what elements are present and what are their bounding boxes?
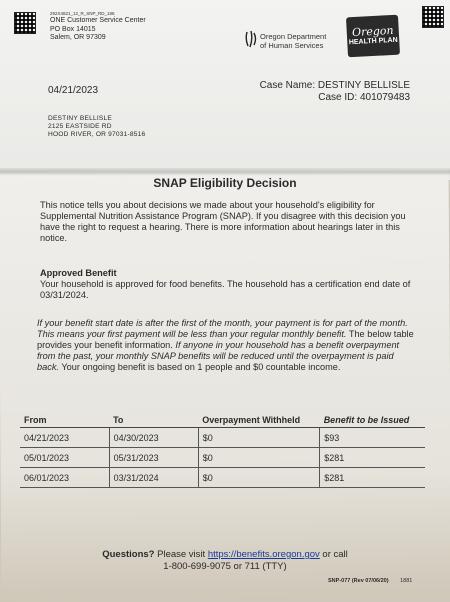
benefits-website-link[interactable]: https://benefits.oregon.gov: [207, 549, 320, 560]
notice-date: 04/21/2023: [48, 85, 99, 96]
recipient-address: DESTINY BELLISLE 2125 EASTSIDE RD HOOD RIVER, OR 97031-8516: [48, 115, 146, 138]
qr-code-icon: [422, 6, 444, 28]
paper-fold-crease: [0, 168, 450, 176]
col-from: From: [20, 413, 109, 428]
table-row: 04/21/2023 04/30/2023 $0 $93: [20, 428, 425, 448]
phone-numbers: 1-800-699-9075 or 711 (TTY): [163, 561, 287, 572]
benefit-table: [20, 413, 425, 488]
questions-label: Questions?: [102, 549, 155, 560]
col-benefit: Benefit to be Issued: [320, 413, 425, 428]
sender-address: ONE Customer Service Center PO Box 14015 Salem, OR 97309: [50, 17, 146, 41]
benefit-details-paragraph: If your benefit start date is after the first of the month, your payment is for part of the month. This means your first payment will be less than your regular monthly benefit. The below table provides your benefit information. If anyone in your household has a benefit overpayment from the past, your monthly SNAP benefits will be reduced until the overpayment is paid back. Your ongoing benefit is based on 1 people and $0 countable income.: [37, 318, 414, 372]
case-id: Case ID: 401079483: [318, 92, 410, 103]
table-row: 05/01/2023 05/31/2023 $0 $281: [20, 448, 425, 468]
questions-footer: Questions? Please visit https://benefits.oregon.gov or call 1-800-699-9075 or 711 (TTY): [0, 549, 450, 573]
table-row: 06/01/2023 03/31/2024 $0 $281: [20, 468, 425, 488]
approved-benefit-heading: Approved Benefit: [40, 268, 117, 278]
odhs-logo-icon: [244, 30, 258, 48]
notice-title: SNAP Eligibility Decision: [153, 176, 297, 190]
qr-code-icon: [14, 12, 36, 34]
odhs-name: Oregon Department of Human Services: [260, 32, 327, 50]
col-overpayment: Overpayment Withheld: [198, 413, 320, 428]
approved-benefit-text: Your household is approved for food benefits. The household has a certification end date of 03/31/2024.: [40, 279, 411, 300]
case-name: Case Name: DESTINY BELLISLE: [259, 80, 410, 91]
oregon-health-plan-logo: Oregon HEALTH PLAN: [346, 15, 400, 58]
col-to: To: [109, 413, 198, 428]
case-info: [230, 80, 410, 104]
table-header-row: [20, 413, 425, 428]
form-number: SNP-077 (Rev 07/06/20) 1881: [328, 578, 413, 584]
barcode-text: 292X4821_12_R_SNP_RD_188: [50, 11, 115, 16]
intro-paragraph: This notice tells you about decisions we made about your household's eligibility for Supplemental Nutrition Assistance Program (SNAP). If you disagree with this decision you have the right to request a hearing. There is more information about hearings later in this notice.: [40, 200, 406, 243]
